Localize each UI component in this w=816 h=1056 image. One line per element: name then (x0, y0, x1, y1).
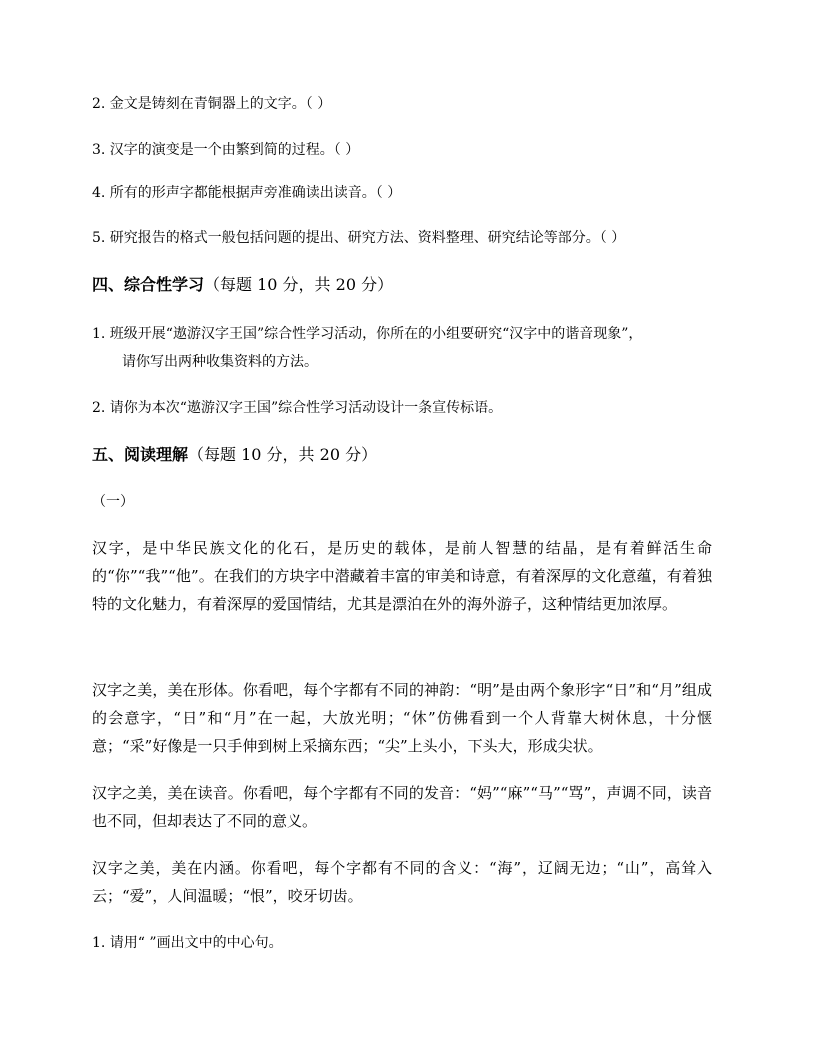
section-5-heading (92, 444, 377, 466)
reading-paragraph-4: 汉字之美，美在内涵。你看吧，每个字都有不同的含义：“海”，辽阔无边；“山”，高耸入云；“爱”，人间温暖；“恨”，咬牙切齿。 (92, 859, 712, 905)
judgment-item-3: 3. 汉字的演变是一个由繁到简的过程。（ ） (92, 142, 360, 158)
section-4-heading (92, 274, 393, 296)
reading-paragraph-3: 汉字之美，美在读音。你看吧，每个字都有不同的发音：“妈”“麻”“马”“骂”，声调不同，读音也不同，但却表达了不同的意义。 (92, 784, 712, 830)
section-5-title: 五、阅读理解 (92, 445, 189, 464)
reading-part-label: （一） (92, 494, 134, 510)
judgment-item-5: 5. 研究报告的格式一般包括问题的提出、研究方法、资料整理、研究结论等部分。（ ） (92, 230, 626, 246)
section-4-question-2: 2. 请你为本次“遨游汉字王国”综合性学习活动设计一条宣传标语。 (92, 400, 503, 416)
section-4-question-1-line-2: 请你写出两种收集资料的方法。 (122, 354, 318, 370)
reading-paragraph-1: 汉字，是中华民族文化的化石，是历史的载体，是前人智慧的结晶，是有着鲜活生命的“你”“我”“他”。在我们的方块字中潜藏着丰富的审美和诗意，有着深厚的文化意蕴，有着独特的文化魅力，有着深厚的爱国情结，尤其是漂泊在外的海外游子，这种情结更加浓厚。 (92, 539, 712, 613)
reading-question-1: 1. 请用“ ”画出文中的中心句。 (92, 935, 283, 951)
section-5-score: （每题 10 分，共 20 分） (188, 445, 378, 464)
judgment-item-2: 2. 金文是铸刻在青铜器上的文字。（ ） (92, 96, 332, 112)
section-4-title: 四、综合性学习 (92, 275, 205, 294)
reading-paragraph-2: 汉字之美，美在形体。你看吧，每个字都有不同的神韵：“明”是由两个象形字“日”和“月”组成的会意字，“日”和“月”在一起，大放光明；“休”仿佛看到一个人背靠大树休息，十分惬意；“采”好像是一只手伸到树上采摘东西；“尖”上头小，下头大，形成尖状。 (92, 681, 712, 755)
judgment-item-4: 4. 所有的形声字都能根据声旁准确读出读音。（ ） (92, 185, 402, 201)
section-4-score: （每题 10 分，共 20 分） (204, 275, 394, 294)
section-4-question-1-line-1: 1. 班级开展“遨游汉字王国”综合性学习活动，你所在的小组要研究“汉字中的谐音现象”， (92, 326, 643, 342)
